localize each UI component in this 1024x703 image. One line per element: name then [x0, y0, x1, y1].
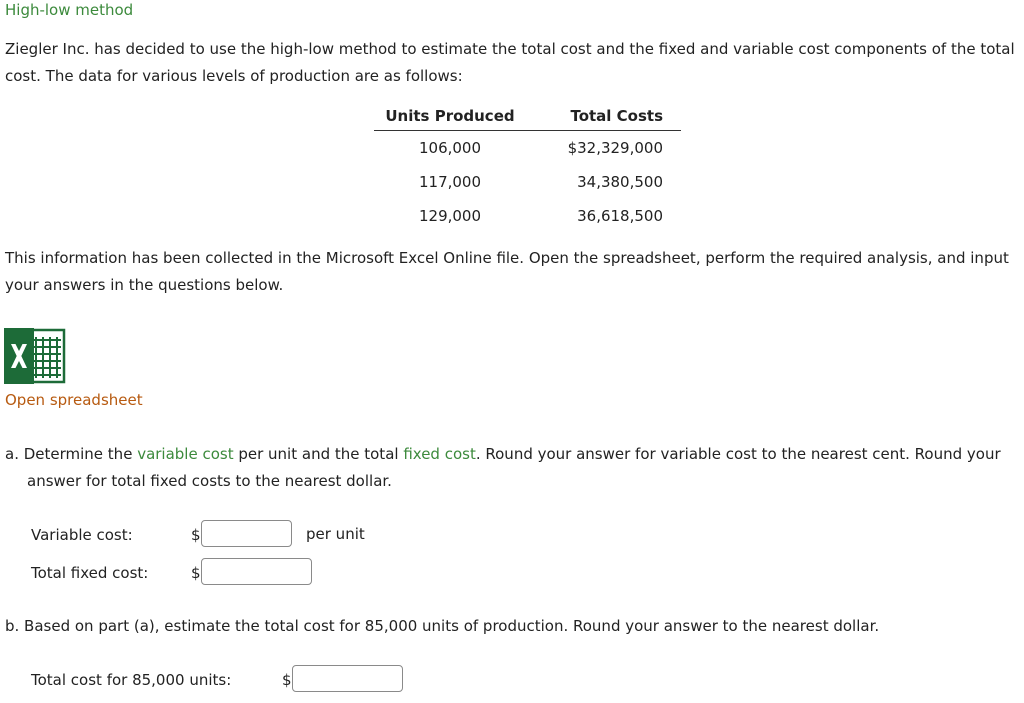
total-cost-label: Total cost for 85,000 units: — [31, 671, 232, 689]
table-cell: $32,329,000 — [567, 139, 663, 157]
variable-cost-currency: $ — [191, 526, 201, 544]
table-cell: 106,000 — [418, 139, 482, 157]
table-cell: 34,380,500 — [577, 173, 663, 191]
table-cell: 129,000 — [418, 207, 482, 225]
table-header-row — [374, 102, 681, 131]
part-a-question — [5, 441, 1005, 495]
part-a-prefix: a. Determine the — [5, 445, 138, 463]
total-costs-header: Total Costs — [570, 107, 663, 125]
fixed-cost-currency: $ — [191, 564, 201, 582]
page-title: High-low method — [5, 1, 134, 19]
fixed-cost-input[interactable] — [201, 558, 312, 585]
part-b-question: b. Based on part (a), estimate the total cost for 85,000 units of production. Round your answer to the nearest dollar. — [5, 617, 880, 635]
fixed-cost-label: Total fixed cost: — [31, 564, 149, 582]
variable-cost-label: Variable cost: — [31, 526, 133, 544]
variable-cost-input[interactable] — [201, 520, 292, 547]
total-cost-input[interactable] — [292, 665, 403, 692]
table-row — [374, 199, 681, 233]
fixed-cost-term[interactable]: fixed cost — [403, 445, 476, 463]
open-spreadsheet-link[interactable]: Open spreadsheet — [5, 391, 143, 409]
info-paragraph: This information has been collected in the Microsoft Excel Online file. Open the spreadsheet, perform the required analysis, and input your answers in the questions below. — [5, 249, 1009, 294]
part-a-suffix: . Round your answer for variable cost to the nearest cent. Round your answer for total fixed costs to the nearest dollar. — [27, 445, 1001, 490]
table-cell: 36,618,500 — [577, 207, 663, 225]
table-row — [374, 165, 681, 199]
units-produced-header: Units Produced — [385, 107, 515, 125]
total-cost-currency: $ — [282, 671, 292, 689]
intro-paragraph: Ziegler Inc. has decided to use the high-low method to estimate the total cost and the fixed and variable cost components of the total cost. The data for various levels of production are as follows: — [5, 40, 1015, 85]
table-row — [374, 131, 681, 166]
excel-icon[interactable] — [4, 328, 66, 384]
table-cell: 117,000 — [418, 173, 482, 191]
variable-cost-term[interactable]: variable cost — [137, 445, 234, 463]
production-cost-table — [374, 102, 681, 233]
part-a-middle: per unit and the total — [233, 445, 404, 463]
per-unit-label: per unit — [306, 525, 365, 543]
